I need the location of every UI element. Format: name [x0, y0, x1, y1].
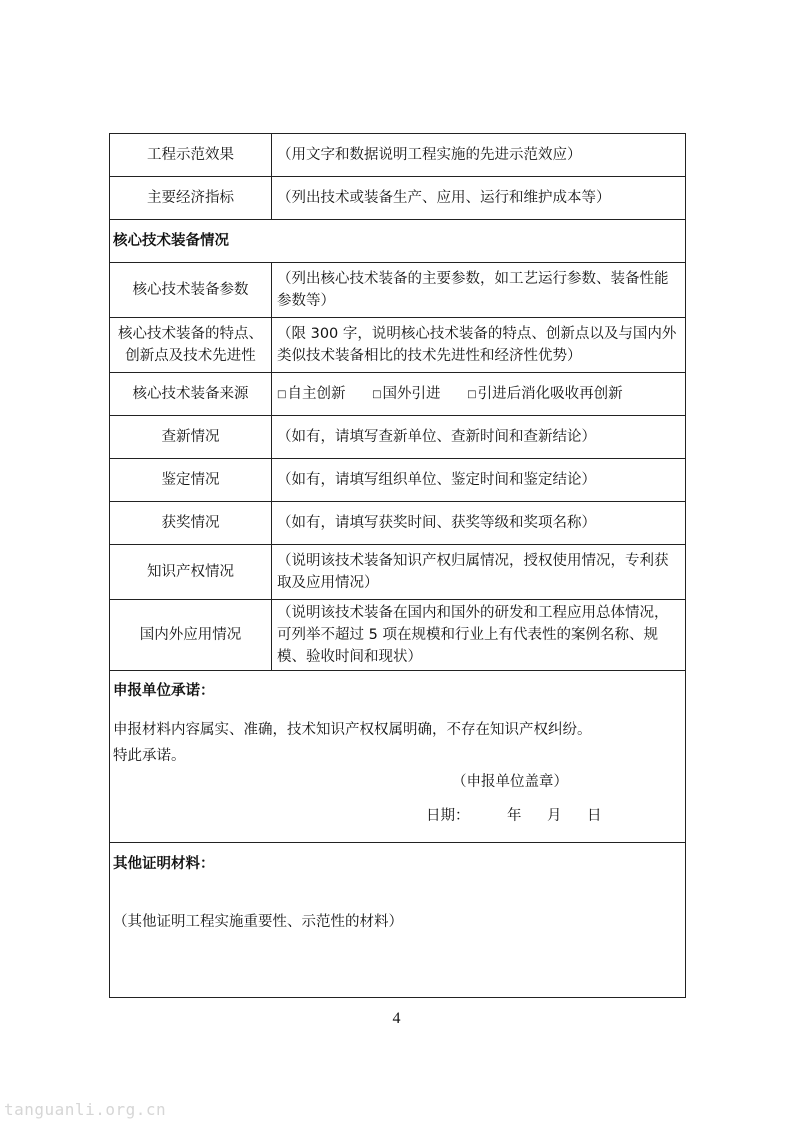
label-core-source: 核心技术装备来源: [110, 373, 272, 416]
label-ip: 知识产权情况: [110, 545, 272, 600]
page-number: 4: [392, 1010, 401, 1027]
checkbox-icon[interactable]: □: [467, 388, 477, 400]
label-demo-effect: 工程示范效果: [110, 134, 272, 177]
value-demo-effect: （用文字和数据说明工程实施的先进示范效应）: [272, 134, 686, 177]
label-awards: 获奖情况: [110, 502, 272, 545]
other-materials-note: （其他证明工程实施重要性、示范性的材料）: [113, 914, 403, 930]
label-core-features: 核心技术装备的特点、创新点及技术先进性: [110, 318, 272, 373]
date-month: 月: [547, 808, 562, 824]
option-import-reinnovation[interactable]: [467, 386, 622, 402]
application-form-table: [109, 133, 686, 998]
checkbox-icon[interactable]: □: [277, 388, 287, 400]
checkbox-icon[interactable]: □: [372, 388, 382, 400]
option-label: 引进后消化吸收再创新: [477, 385, 623, 402]
other-materials-title: 其他证明材料：: [113, 856, 215, 872]
value-novelty-search: （如有，请填写查新单位、查新时间和查新结论）: [272, 416, 686, 459]
watermark-text: tanguanli.org.cn: [4, 1100, 167, 1119]
option-label: 自主创新: [287, 385, 346, 402]
value-application: （说明该技术装备在国内和国外的研发和工程应用总体情况，可列举不超过 5 项在规模和行业上有代表性的案例名称、规模、验收时间和现状）: [272, 600, 686, 671]
value-economic-indicators: （列出技术或装备生产、应用、运行和维护成本等）: [272, 177, 686, 220]
label-appraisal: 鉴定情况: [110, 459, 272, 502]
label-application: 国内外应用情况: [110, 600, 272, 671]
label-novelty-search: 查新情况: [110, 416, 272, 459]
value-awards: （如有，请填写获奖时间、获奖等级和奖项名称）: [272, 502, 686, 545]
source-options: [272, 373, 686, 416]
promise-title: 申报单位承诺：: [113, 683, 215, 699]
other-materials-section: [110, 843, 686, 998]
option-label: 国外引进: [382, 385, 441, 402]
seal-note: （申报单位盖章）: [452, 774, 568, 790]
value-ip: （说明该技术装备知识产权归属情况，授权使用情况，专利获取及应用情况）: [272, 545, 686, 600]
value-core-params: （列出核心技术装备的主要参数，如工艺运行参数、装备性能参数等）: [272, 263, 686, 318]
value-core-features: （限 300 字，说明核心技术装备的特点、创新点以及与国内外类似技术装备相比的技术先进性和经济性优势）: [272, 318, 686, 373]
value-appraisal: （如有，请填写组织单位、鉴定时间和鉴定结论）: [272, 459, 686, 502]
date-day: 日: [587, 808, 602, 824]
promise-closing: 特此承诺。: [113, 748, 186, 764]
date-year: 年: [507, 808, 522, 824]
promise-section: [110, 671, 686, 843]
label-economic-indicators: 主要经济指标: [110, 177, 272, 220]
label-core-params: 核心技术装备参数: [110, 263, 272, 318]
option-self-innovation[interactable]: [277, 386, 345, 402]
option-foreign-import[interactable]: [372, 386, 440, 402]
section-core-equipment-title: 核心技术装备情况: [110, 220, 686, 263]
date-label: 日期：: [426, 808, 470, 824]
promise-statement: 申报材料内容属实、准确，技术知识产权权属明确，不存在知识产权纠纷。: [113, 722, 592, 738]
